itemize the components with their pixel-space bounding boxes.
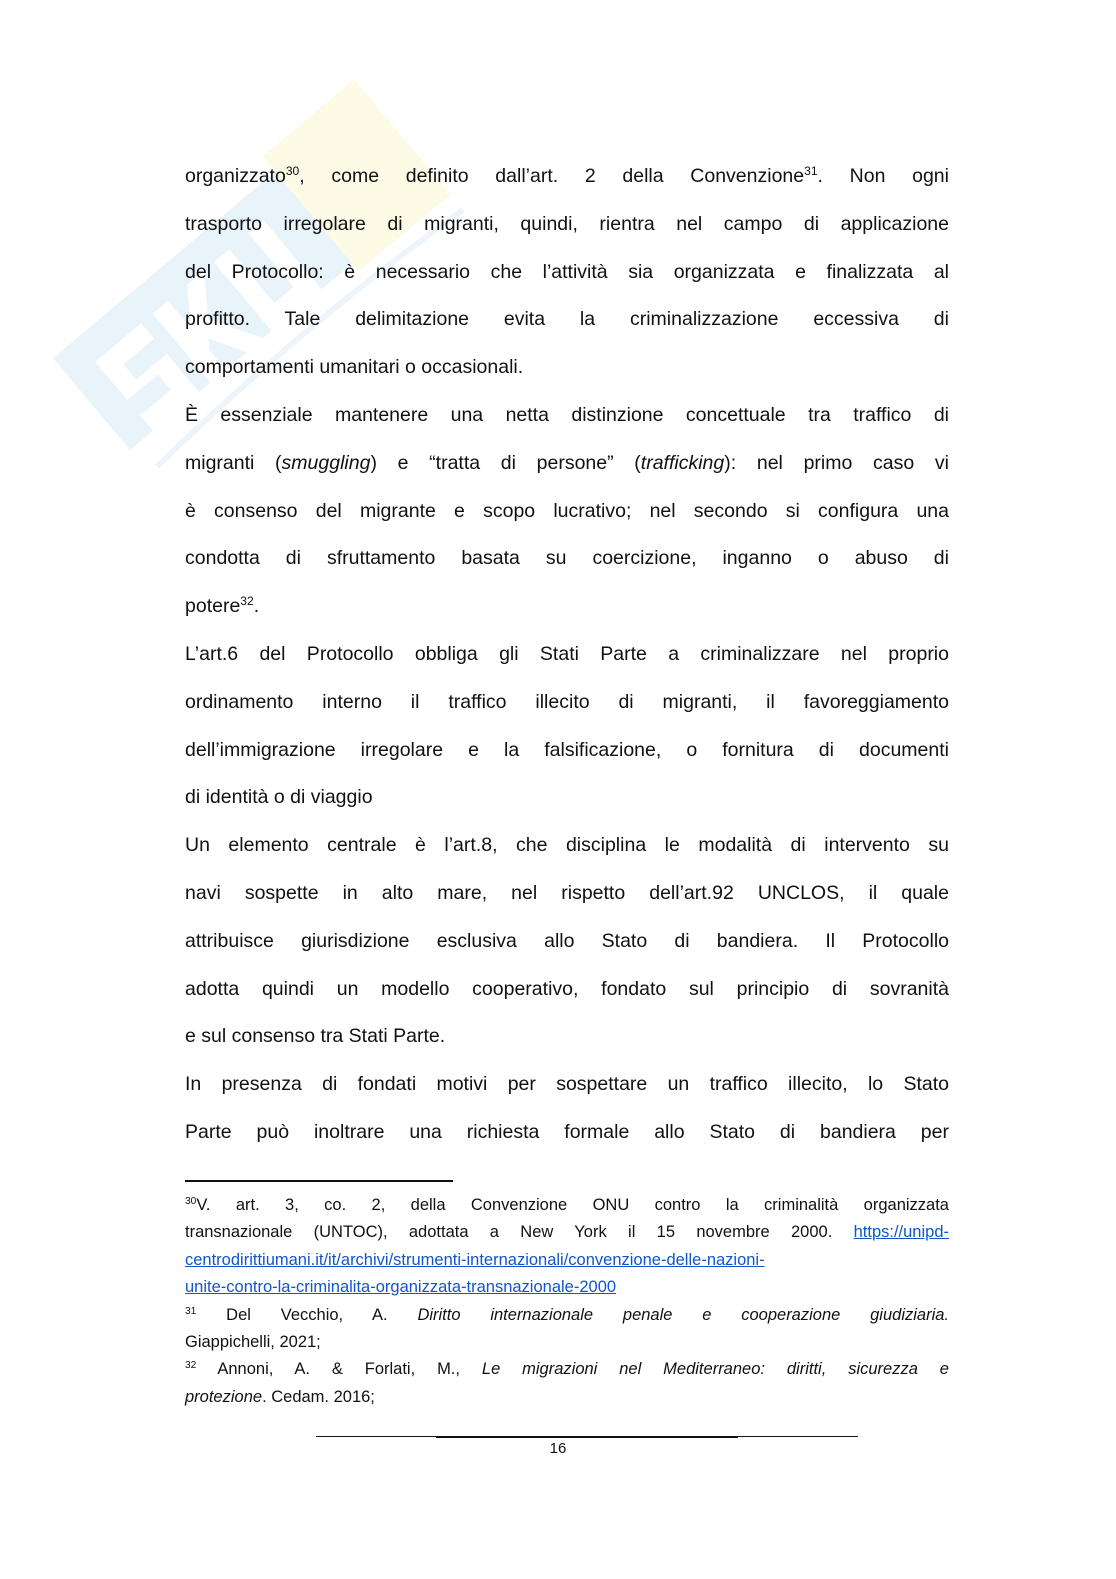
text-run: navi sospette in alto mare, nel rispetto dell’art.92 UNCLOS, il quale [185, 881, 949, 904]
text-run: . Cedam. 2016; [262, 1387, 375, 1406]
footnote-ref: 30 [185, 1195, 197, 1207]
body-line [185, 583, 949, 631]
text-run: e sul consenso tra Stati Parte. [185, 1025, 446, 1048]
body-line [185, 1013, 949, 1061]
footnote-line [185, 1302, 949, 1329]
text-run: profitto. Tale delimitazione evita la criminalizzazione eccessiva di [185, 308, 949, 331]
body-line [185, 392, 949, 440]
body-line [185, 440, 949, 488]
italic-text: protezione [185, 1387, 263, 1406]
footnote-line [185, 1329, 949, 1356]
body-line [185, 1109, 949, 1157]
text-run: del Protocollo: è necessario che l’attività sia organizzata e finalizzata al [185, 260, 949, 283]
body-line [185, 344, 949, 392]
body-line [185, 1061, 949, 1109]
italic-text: Le migrazioni nel Mediterraneo: diritti, sicurezza e [481, 1360, 949, 1379]
footnote-ref: 30 [285, 163, 300, 178]
body-line [185, 870, 949, 918]
body-line [185, 774, 949, 822]
footer-rule-accent [436, 1436, 738, 1438]
footnote-line [185, 1356, 949, 1383]
text-run: migranti ( [185, 451, 282, 474]
text-run: L’art.6 del Protocollo obbliga gli Stati Parte a criminalizzare nel proprio [185, 642, 949, 665]
footnotes [185, 1192, 949, 1411]
italic-text: trafficking [640, 451, 725, 474]
text-run: è consenso del migrante e scopo lucrativo; nel secondo si configura una [185, 499, 949, 522]
text-run: Giappichelli, 2021; [185, 1332, 321, 1351]
text-run: ordinamento interno il traffico illecito di migranti, il favoreggiamento [185, 690, 949, 713]
body-line [185, 488, 949, 536]
body-line [185, 249, 949, 297]
text-run: ) e “tratta di persone” ( [370, 451, 641, 474]
text-run: È essenziale mantenere una netta distinzione concettuale tra traffico di [185, 403, 949, 426]
body-line [185, 296, 949, 344]
text-run: . Non ogni [817, 165, 949, 187]
body-line [185, 631, 949, 679]
text-run: Un elemento centrale è l’art.8, che disciplina le modalità di intervento su [185, 834, 949, 857]
text-run: In presenza di fondati motivi per sospettare un traffico illecito, lo Stato [185, 1073, 949, 1096]
body-line [185, 201, 949, 249]
text-run: , come definito dall’art. 2 della Convenzione [299, 165, 805, 187]
text-run: organizzato [185, 165, 286, 187]
body-line [185, 153, 949, 201]
text-run: Annoni, A. & Forlati, M., [196, 1360, 482, 1379]
body-line [185, 679, 949, 727]
footnote-ref: 31 [804, 163, 818, 178]
text-run: dell’immigrazione irregolare e la falsificazione, o fornitura di documenti [185, 738, 949, 761]
text-run: adotta quindi un modello cooperativo, fondato sul principio di sovranità [185, 977, 949, 1000]
footnote-line [185, 1274, 949, 1301]
footnote-ref: 32 [240, 593, 254, 608]
text-run: ): nel primo caso vi [724, 451, 949, 474]
text-run: di identità o di viaggio [185, 786, 373, 809]
body-text [185, 153, 949, 1157]
footnote-link[interactable]: unite-contro-la-criminalita-organizzata-transnazionale-2000 [185, 1278, 617, 1297]
footnote-line [185, 1192, 949, 1219]
text-run: condotta di sfruttamento basata su coercizione, inganno o abuso di [185, 547, 949, 570]
text-run: attribuisce giurisdizione esclusiva allo Stato di bandiera. Il Protocollo [185, 929, 949, 952]
text-run: Parte può inoltrare una richiesta formale allo Stato di bandiera per [185, 1120, 949, 1143]
text-run: comportamenti umanitari o occasionali. [185, 356, 524, 379]
footnote-link[interactable]: https://unipd- [853, 1223, 949, 1242]
footnote-line [185, 1247, 949, 1274]
footnote-line [185, 1219, 949, 1246]
body-line [185, 535, 949, 583]
footnote-ref: 31 [185, 1305, 197, 1317]
text-run: transnazionale (UNTOC), adottata a New York il 15 novembre 2000. [185, 1223, 854, 1242]
text-run: V. art. 3, co. 2, della Convenzione ONU contro la criminalità organizzata [196, 1196, 949, 1214]
footnote-ref: 32 [185, 1360, 197, 1372]
body-line [185, 822, 949, 870]
body-line [185, 727, 949, 775]
italic-text: Diritto internazionale penale e cooperazione giudiziaria. [417, 1305, 949, 1324]
body-line [185, 918, 949, 966]
page-number: 16 [549, 1440, 567, 1457]
text-run: trasporto irregolare di migranti, quindi, rientra nel campo di applicazione [185, 212, 949, 235]
text-run: Del Vecchio, A. [196, 1305, 418, 1324]
footnote-line [185, 1384, 949, 1411]
italic-text: smuggling [281, 451, 371, 474]
footnote-separator [185, 1180, 453, 1182]
footnote-link[interactable]: centrodirittiumani.it/it/archivi/strumenti-internazionali/convenzione-delle-nazioni- [185, 1250, 765, 1269]
body-line [185, 966, 949, 1014]
text-run: potere [185, 595, 241, 618]
text-run: . [253, 595, 260, 618]
